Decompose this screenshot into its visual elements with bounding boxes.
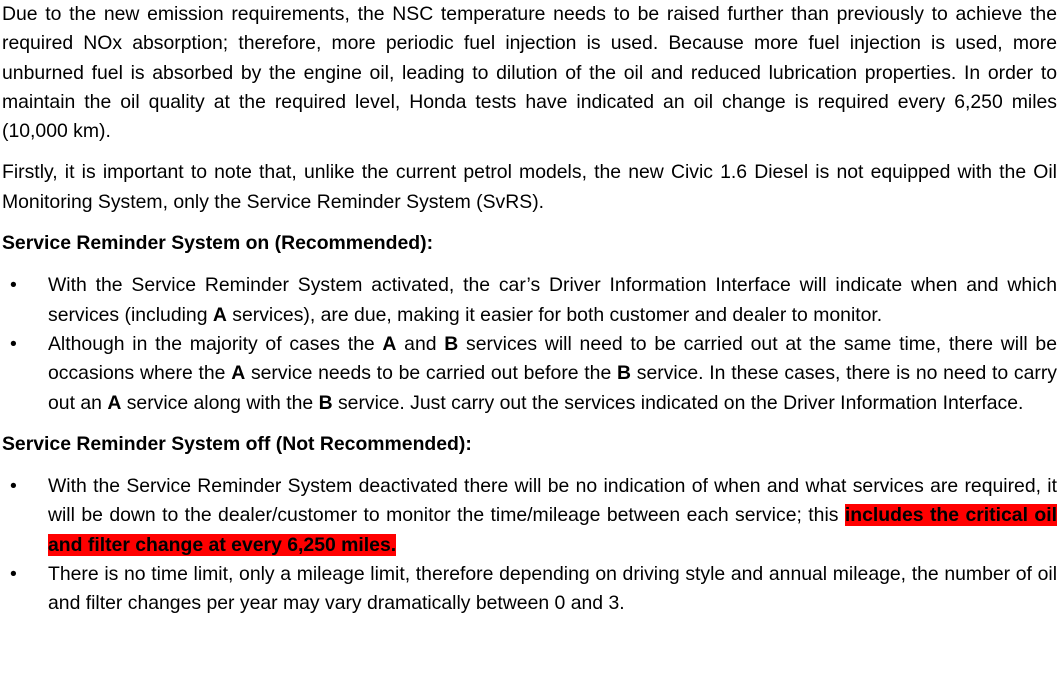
text-run: service. Just carry out the services indicated on the Driver Information Interface.	[332, 391, 1024, 414]
bullet-icon: •	[10, 274, 17, 297]
text-run: Although in the majority of cases the	[48, 332, 383, 355]
text-run: With the Service Reminder System activated, the car’s Driver Information Interface will indicate when and which services (including	[48, 274, 1057, 326]
list-svrs-on	[2, 271, 1057, 417]
bullet-icon: •	[10, 475, 17, 498]
bold-run: B	[444, 332, 459, 355]
list-item	[2, 330, 1057, 418]
bold-run: A	[382, 332, 397, 355]
list-svrs-off	[2, 472, 1057, 618]
text-run: services will need to be carried out at the same time, there will be occasions where the	[48, 332, 1057, 385]
heading-svrs-off: Service Reminder System off (Not Recommended):	[2, 432, 472, 455]
highlighted-warning: includes the critical oil and filter change at every 6,250 miles.	[48, 504, 1058, 556]
bold-run: B	[617, 362, 632, 385]
text-run: service along with the	[121, 391, 319, 414]
list-item	[2, 472, 1057, 560]
text-run: With the Service Reminder System deactivated there will be no indication of when and what services are required, it will be down to the dealer/customer to monitor the time/mileage between each service; this	[48, 475, 1057, 527]
text-run: service needs to be carried out before the	[245, 362, 617, 385]
list-item	[2, 560, 1057, 619]
text-run: There is no time limit, only a mileage limit, therefore depending on driving style and annual mileage, the number of oil and filter changes per year may vary dramatically between 0 and 3.	[48, 563, 1057, 615]
heading-svrs-on: Service Reminder System on (Recommended):	[2, 232, 434, 255]
text-run: service. In these cases, there is no need to carry out an	[48, 362, 1057, 414]
bullet-icon: •	[10, 332, 17, 355]
bullet-icon: •	[10, 563, 17, 586]
text-run: and	[396, 332, 445, 355]
paragraph-emissions: Due to the new emission requirements, the NSC temperature needs to be raised further than previously to achieve the required NOx absorption; therefore, more periodic fuel injection is used. Because more fuel injection is used, more unburned fuel is absorbed by the engine oil, leading to dilution of the oil and reduced lubrication properties. In order to maintain the oil quality at the required level, Honda tests have indicated an oil change is required every 6,250 miles (10,000 km).	[2, 3, 1057, 143]
bold-run: B	[318, 391, 333, 414]
paragraph-oil-monitoring: Firstly, it is important to note that, unlike the current petrol models, the new Civic 1.6 Diesel is not equipped with the Oil Monitoring System, only the Service Reminder System (SvRS).	[2, 161, 1057, 213]
list-item	[2, 271, 1057, 330]
bold-run: A	[212, 303, 227, 326]
bold-run: A	[231, 362, 246, 385]
bold-run: A	[107, 391, 122, 414]
text-run: services), are due, making it easier for both customer and dealer to monitor.	[226, 303, 883, 326]
